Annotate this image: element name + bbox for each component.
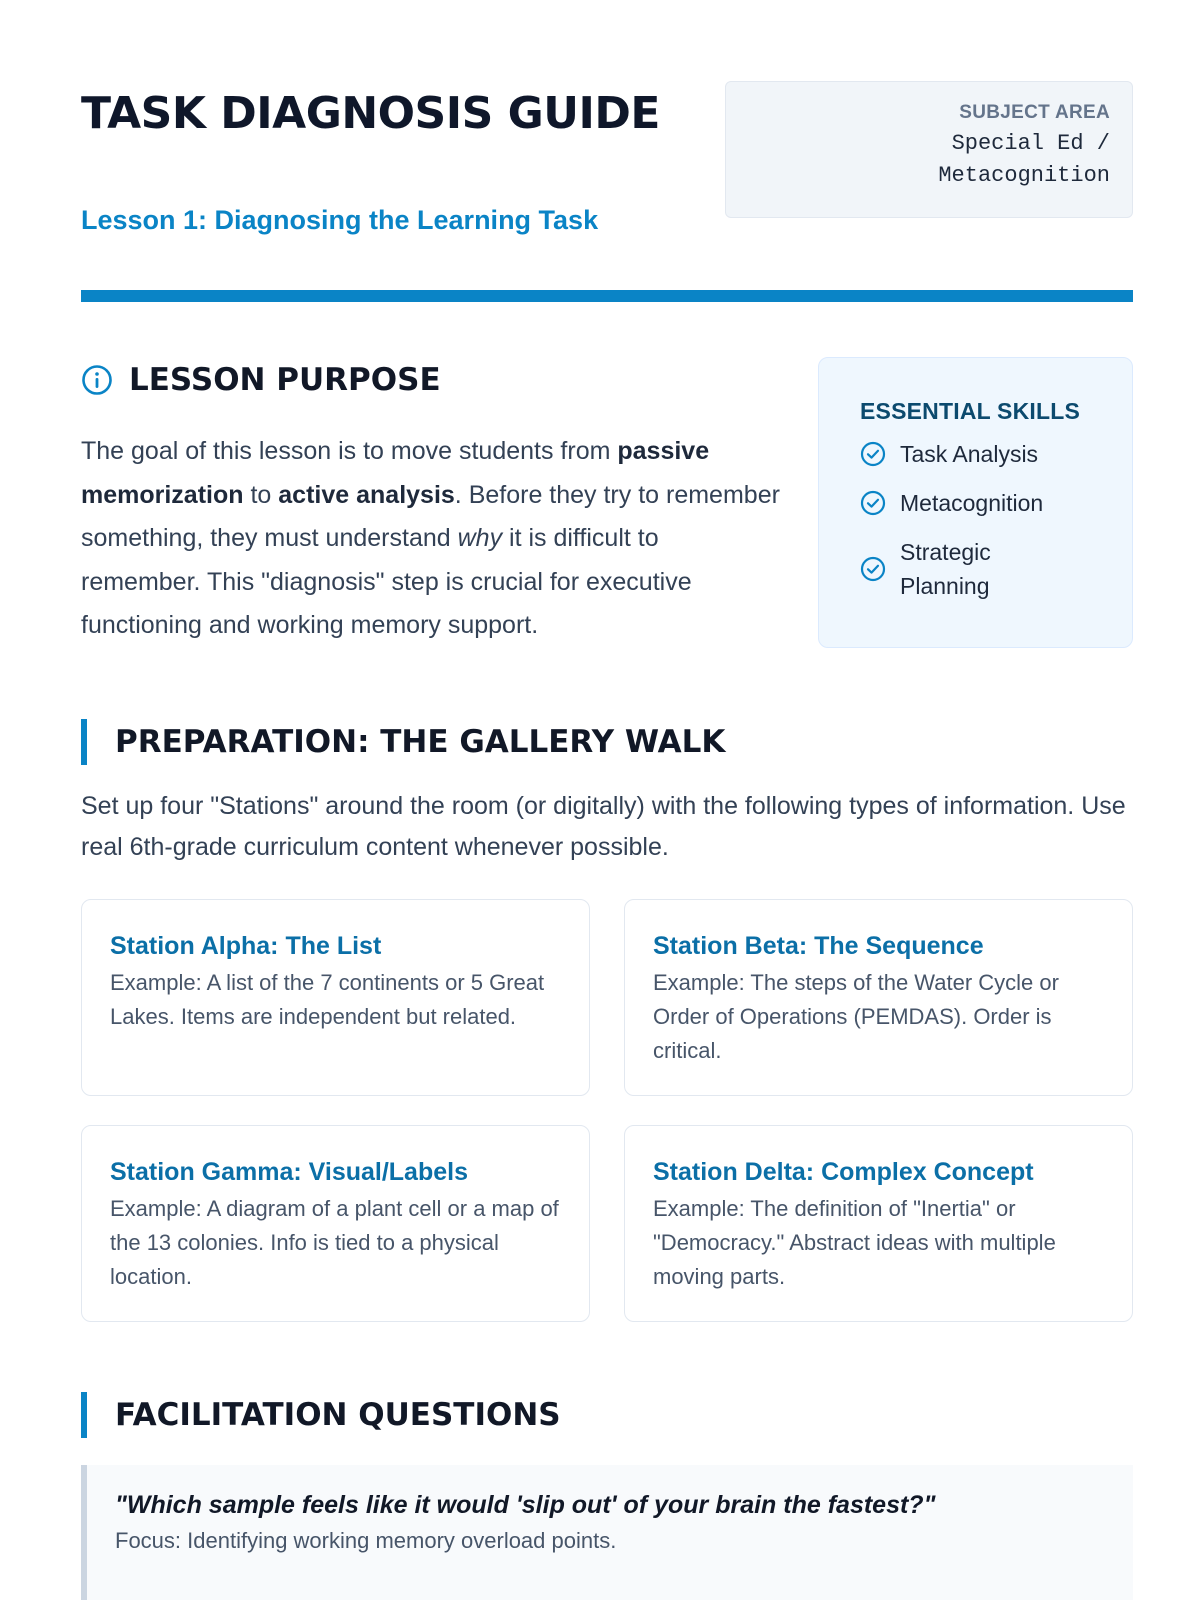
skill-item [860,486,1132,520]
station-description: Example: A list of the 7 continents or 5 Great Lakes. Items are independent but related. [110,970,545,1029]
station-card [81,1125,590,1322]
info-icon [81,364,113,396]
station-description: Example: The steps of the Water Cycle or Order of Operations (PEMDAS). Order is critical. [653,970,1059,1063]
question-quote: "Which sample feels like it would 'slip out' of your brain the fastest?" [115,1491,936,1519]
subject-area-label: SUBJECT AREA [959,102,1110,123]
purpose-text-span: it is difficult to remember. This "diagnosis" step is crucial for executive functioning and working memory support. [81,524,692,639]
purpose-text-span: . Before they try to remember something, they must understand [81,480,780,552]
check-circle-icon [860,556,886,582]
check-circle-icon [860,441,886,467]
subject-area-line: Metacognition [938,163,1110,188]
station-title: Station Gamma: Visual/Labels [110,1158,468,1186]
purpose-text-span: The goal of this lesson is to move students from [81,437,618,465]
station-title: Station Beta: The Sequence [653,932,984,960]
skill-list [860,437,1132,603]
question-focus: Focus: Identifying working memory overload points. [115,1528,617,1553]
document-page [81,0,1133,1600]
purpose-bold-text: active analysis [278,480,455,509]
preparation-heading [81,719,725,765]
skill-label: Metacognition [900,490,1044,516]
section-title: FACILITATION QUESTIONS [115,1397,561,1433]
station-description: Example: A diagram of a plant cell or a map of the 13 colonies. Info is tied to a physical location. [110,1196,559,1289]
purpose-italic-text: why [457,524,503,552]
subject-area-value [726,128,1110,192]
check-circle-icon [860,490,886,516]
essential-skills-box [818,357,1133,648]
skill-label: Strategic Planning [900,539,991,599]
station-description: Example: The definition of "Inertia" or "Democracy." Abstract ideas with multiple moving parts. [653,1196,1056,1289]
station-card [624,899,1133,1096]
essential-skills-title: ESSENTIAL SKILLS [860,398,1081,424]
purpose-text-span: to [243,480,279,509]
station-card [624,1125,1133,1322]
subject-area-box [725,81,1133,218]
lesson-purpose-heading [81,361,441,399]
section-title: LESSON PURPOSE [129,362,441,398]
station-title: Station Delta: Complex Concept [653,1158,1034,1186]
facilitation-heading [81,1392,561,1438]
station-title: Station Alpha: The List [110,932,382,960]
facilitation-question [81,1465,1133,1600]
purpose-bold-text: passive memorization [81,437,710,509]
page-title: TASK DIAGNOSIS GUIDE [81,88,660,139]
lesson-purpose-text [81,430,781,648]
section-title: PREPARATION: THE GALLERY WALK [115,724,726,760]
station-card [81,899,590,1096]
skill-item [860,535,1132,603]
subject-area-line: Special Ed / [951,131,1110,156]
page-subtitle: Lesson 1: Diagnosing the Learning Task [81,205,599,235]
preparation-intro: Set up four "Stations" around the room (or digitally) with the following types of information. Use real 6th-grade curriculum content whenever possible. [81,792,1126,861]
skill-label: Task Analysis [900,441,1039,467]
skill-item [860,437,1132,471]
header-divider [81,290,1133,302]
